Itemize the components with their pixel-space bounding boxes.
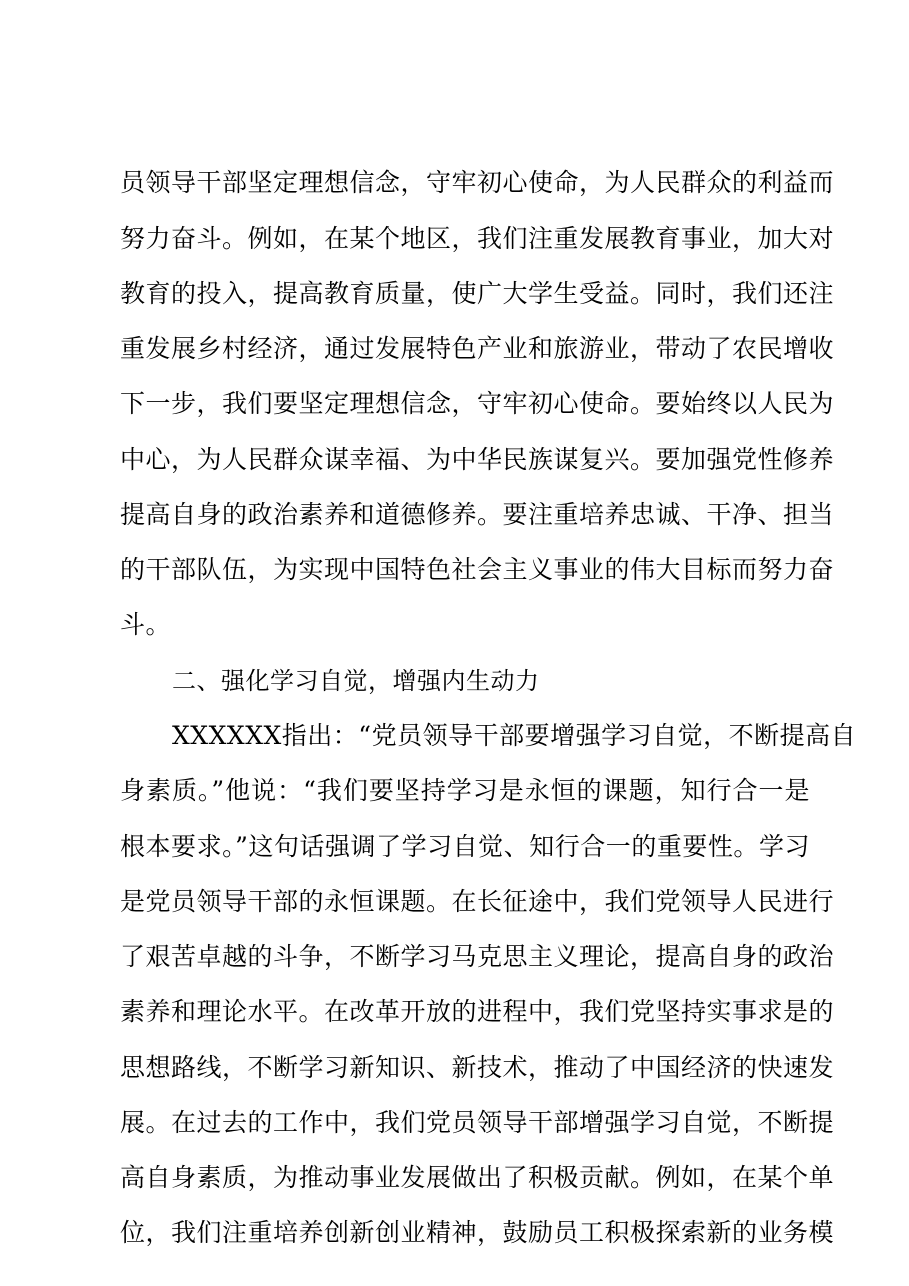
- text-line: 重发展乡村经济，通过发展特色产业和旅游业，带动了农民增收: [120, 334, 835, 363]
- text-line: 是党员领导干部的永恒课题。在长征途中，我们党领导人民进行: [120, 887, 835, 916]
- text-line: 身素质。”他说：“我们要坚持学习是永恒的课题，知行合一是: [120, 776, 810, 805]
- text-line: 中心，为人民群众谋幸福、为中华民族谋复兴。要加强党性修养: [120, 445, 835, 474]
- text-line: 展。在过去的工作中，我们党员领导干部增强学习自觉，不断提: [120, 1108, 835, 1137]
- text-line: 了艰苦卓越的斗争，不断学习马克思主义理论，提高自身的政治: [120, 942, 835, 971]
- section-heading: 二、强化学习自觉，增强内生动力: [172, 667, 540, 695]
- text-line: 位，我们注重培养创新创业精神，鼓励员工积极探索新的业务模: [120, 1218, 835, 1247]
- text-line: 的干部队伍，为实现中国特色社会主义事业的伟大目标而努力奋: [120, 555, 835, 584]
- text-line: 教育的投入，提高教育质量，使广大学生受益。同时，我们还注: [120, 279, 835, 308]
- text-line: 高自身素质，为推动事业发展做出了积极贡献。例如，在某个单: [120, 1163, 835, 1192]
- text-line: 下一步，我们要坚定理想信念，守牢初心使命。要始终以人民为: [120, 389, 835, 418]
- text-line: 提高自身的政治素养和道德修养。要注重培养忠诚、干净、担当: [120, 500, 835, 529]
- text-line: 员领导干部坚定理想信念，守牢初心使命，为人民群众的利益而: [120, 168, 835, 197]
- text-line: 根本要求。”这句话强调了学习自觉、知行合一的重要性。学习: [120, 832, 810, 861]
- text-line: 思想路线，不断学习新知识、新技术，推动了中国经济的快速发: [120, 1053, 835, 1082]
- text-line: 素养和理论水平。在改革开放的进程中，我们党坚持实事求是的: [120, 997, 835, 1026]
- text-line: XXXXXX指出：“党员领导干部要增强学习自觉，不断提高自: [172, 721, 857, 750]
- text-line: 斗。: [120, 610, 172, 639]
- text-line: 努力奋斗。例如，在某个地区，我们注重发展教育事业，加大对: [120, 224, 835, 253]
